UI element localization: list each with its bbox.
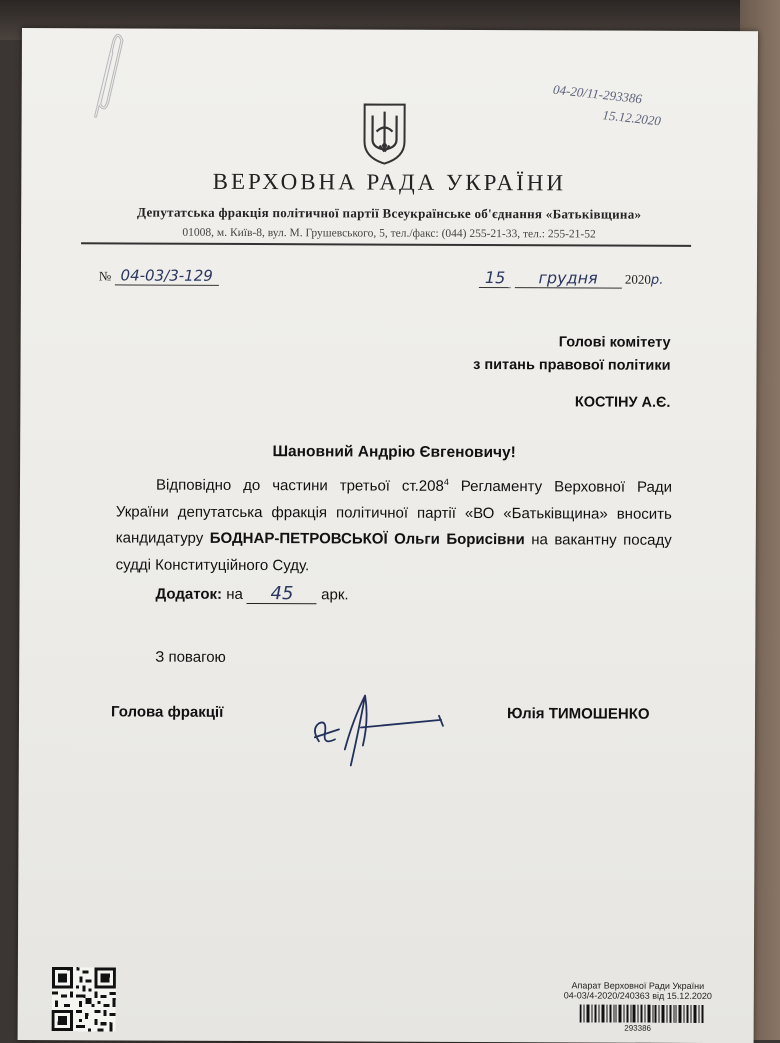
reg-footer-office: Апарат Верховної Ради України [571,980,705,991]
addressee-line2: з питань правової політики [473,356,671,374]
attachment-count: 45 [247,585,317,604]
date-month: грудня [514,268,621,288]
addressee-line1: Голові комітету [558,334,671,351]
addressee-name: КОСТІНУ А.Є. [574,394,671,411]
barcode-number: 293386 [624,1023,652,1033]
org-address: 01008, м. Київ-8, вул. М. Грушевського, 5, тел./факс: (044) 255-21-33, тел.: 255-21-52 [182,226,596,241]
body-sup: 4 [443,476,449,487]
registration-footer [558,980,718,1001]
outgoing-number [99,266,219,285]
attachment-unit: арк. [316,586,349,604]
signer-name: Юлія ТИМОШЕНКО [506,705,650,723]
registration-stamp [550,80,664,132]
closing-regards: З повагою [155,648,226,666]
attachment-label: Додаток: [155,585,223,603]
letter-page [18,28,758,1043]
date-day: 15 [479,268,511,288]
salutation: Шановний Андрію Євгеновичу! [272,443,516,462]
candidate-name: БОДНАР-ПЕТРОВСЬКОЇ Ольги Борисівни [209,529,525,549]
letter-date [479,268,664,288]
body-text-a: Відповідно до частини третьої ст.208 [155,476,444,495]
org-title: ВЕРХОВНА РАДА УКРАЇНИ [212,168,567,196]
body-text-c: на вакантну посаду судді Конституційного Суду. [115,531,672,574]
body-text-b: Регламенту Верховної Ради України депутатська фракція політичної партії «ВО «Батьківщина» вносить кандидатуру [115,477,673,547]
qr-code [52,966,116,1032]
trident-emblem-icon [361,101,407,165]
org-subtitle: Депутатська фракція політичної партії Всеукраїнське об'єднання «Батьківщина» [137,204,642,222]
reg-stamp-date: 15.12.2020 [601,107,662,129]
outgoing-number-prefix: № [98,268,112,284]
date-year-suffix: р. [650,272,664,288]
header-divider [81,242,691,247]
signer-position: Голова фракції [110,703,224,721]
handwritten-signature [305,689,455,770]
attachment-line [155,585,348,605]
outgoing-number-value: 04-03/3-129 [115,266,219,285]
letter-body [116,467,672,580]
date-year-prefix: 2020 [624,271,651,287]
reg-footer-number: 04-03/4-2020/240363 від 15.12.2020 [563,990,712,1002]
barcode [580,1004,704,1023]
attachment-prep: на [222,585,248,603]
reg-stamp-number: 04-20/11-293386 [552,81,643,107]
paperclip-icon [88,32,124,118]
